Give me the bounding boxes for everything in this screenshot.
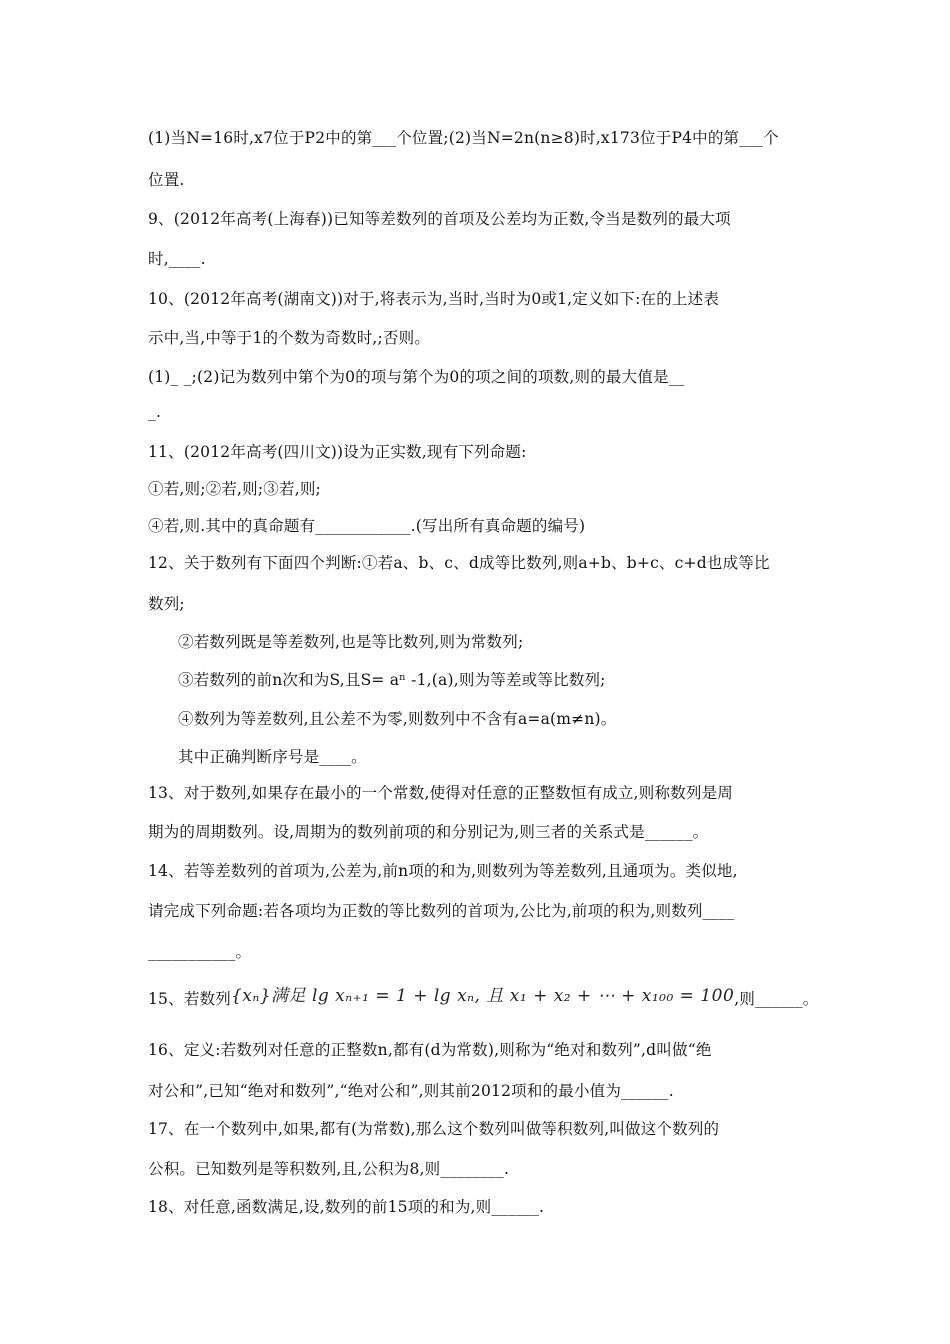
text-line: ②若数列既是等差数列,也是等比数列,则为常数列;: [178, 633, 524, 651]
q15-prefix: 15、若数列: [148, 990, 231, 1008]
text-line: (1)当N=16时,x7位于P2中的第___个位置;(2)当N=2n(n≥8)时,x173位于P4中的第___个: [148, 129, 779, 147]
text-line: 公积。已知数列是等积数列,且,公积为8,则________.: [148, 1160, 510, 1178]
text-line: ③若数列的前n次和为S,且S= aⁿ -1,(a),则为等差或等比数列;: [178, 671, 606, 689]
question-14: 14、若等差数列的首项为,公差为,前n项的和为,则数列为等差数列,且通项为。类似地,: [148, 862, 738, 880]
question-18: 18、对任意,函数满足,设,数列的前15项的和为,则______.: [148, 1198, 545, 1216]
text-line: 对公和”,已知“绝对和数列”,“绝对公和”,则其前2012项和的最小值为______.: [148, 1082, 674, 1100]
text-line: 时,____.: [148, 250, 206, 268]
question-9: 9、(2012年高考(上海春))已知等差数列的首项及公差均为正数,令当是数列的最大项: [148, 210, 731, 228]
text-line: ①若,则;②若,则;③若,则;: [148, 480, 321, 498]
question-15: [148, 978, 819, 1006]
formula-image: {xₙ}满足 lg xₙ₊₁ = 1 + lg xₙ, 且 x₁ + x₂ + ⋯ + x₁₀₀ = 100: [230, 986, 735, 1006]
question-17: 17、在一个数列中,如果,都有(为常数),那么这个数列叫做等积数列,叫做这个数列的: [148, 1120, 720, 1138]
text-line: 其中正确判断序号是____。: [178, 748, 367, 766]
text-line: ④若,则.其中的真命题有____________.(写出所有真命题的编号): [148, 517, 586, 535]
question-11: 11、(2012年高考(四川文))设为正实数,现有下列命题:: [148, 443, 527, 461]
text-line: ___________。: [148, 943, 252, 961]
text-line: 数列;: [148, 595, 185, 613]
question-13: 13、对于数列,如果存在最小的一个常数,使得对任意的正整数恒有成立,则称数列是周: [148, 784, 734, 802]
text-line: _.: [148, 403, 162, 421]
text-line: 示中,当,中等于1的个数为奇数时,;否则。: [148, 329, 431, 347]
question-12: 12、关于数列有下面四个判断:①若a、b、c、d成等比数列,则a+b、b+c、c+d也成等比: [148, 554, 770, 572]
question-16: 16、定义:若数列对任意的正整数n,都有(d为常数),则称为“绝对和数列”,d叫做“绝: [148, 1041, 712, 1059]
text-line: 请完成下列命题:若各项均为正数的等比数列的首项为,公比为,前项的积为,则数列____: [148, 902, 735, 920]
text-line: 期为的周期数列。设,周期为的数列前项的和分别记为,则三者的关系式是______。: [148, 823, 709, 841]
question-10: 10、(2012年高考(湖南文))对于,将表示为,当时,当时为0或1,定义如下:在的上述表: [148, 290, 720, 308]
text-line: ④数列为等差数列,且公差不为零,则数列中不含有a=a(m≠n)。: [178, 710, 617, 728]
text-line: (1)_ _;(2)记为数列中第个为0的项与第个为0的项之间的项数,则的最大值是__: [148, 368, 685, 386]
q15-suffix: ,则______。: [734, 990, 819, 1008]
text-line: 位置.: [148, 171, 185, 189]
